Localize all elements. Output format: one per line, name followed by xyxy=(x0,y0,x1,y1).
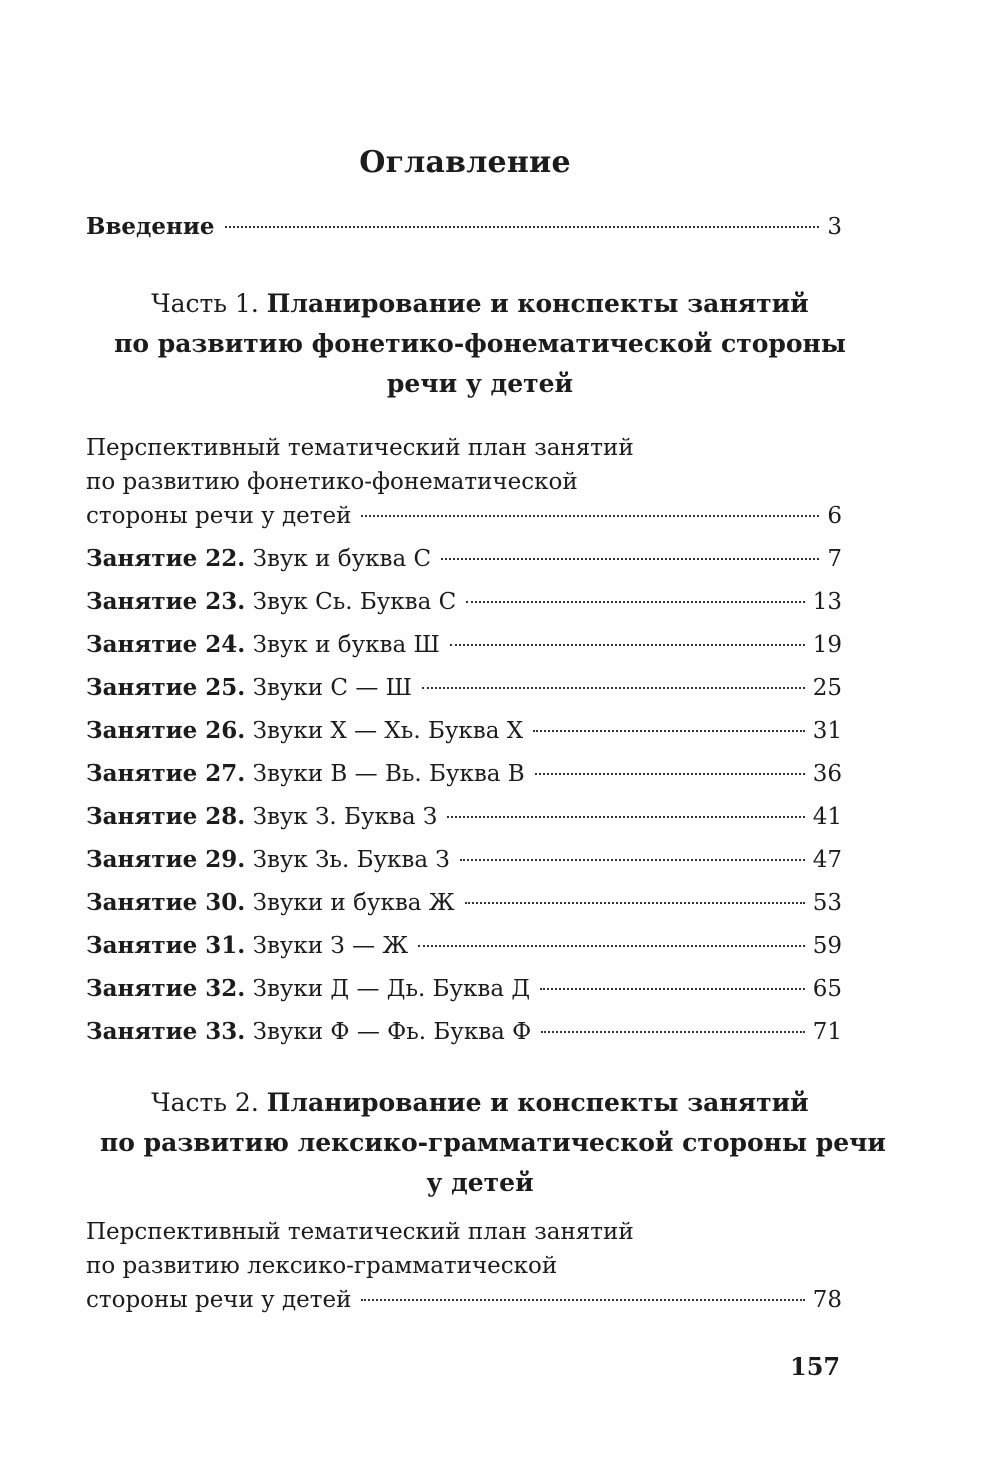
lesson-title: Звук Сь. Буква С xyxy=(252,589,457,615)
dot-leader xyxy=(450,644,805,646)
dot-leader xyxy=(441,558,819,560)
toc-entry-label xyxy=(86,544,431,574)
dot-leader xyxy=(447,816,805,818)
lesson-number: Занятие 30. xyxy=(86,889,246,916)
dot-leader xyxy=(466,601,804,603)
lesson-number: Занятие 24. xyxy=(86,631,246,658)
toc-page-number: 53 xyxy=(812,890,842,916)
lesson-title: Звук и буква Ш xyxy=(252,632,440,658)
toc-entry-lesson[interactable] xyxy=(86,974,842,1004)
toc-entry-label xyxy=(86,802,437,832)
lesson-number: Занятие 28. xyxy=(86,803,246,830)
part2-heading xyxy=(100,1083,886,1203)
toc-entry-lesson[interactable] xyxy=(86,845,842,875)
part1-title-line3: речи у детей xyxy=(386,369,574,398)
toc-page-number: 3 xyxy=(827,214,842,240)
dot-leader xyxy=(361,515,819,517)
lesson-title: Звуки Ф — Фь. Буква Ф xyxy=(252,1019,532,1045)
toc-entry-label: стороны речи у детей xyxy=(86,1287,352,1313)
lesson-number: Занятие 33. xyxy=(86,1018,246,1045)
toc-entry-label xyxy=(86,630,440,660)
toc-entry-lesson[interactable] xyxy=(86,587,842,617)
toc-entry-lesson[interactable] xyxy=(86,716,842,746)
toc-page-number: 65 xyxy=(812,976,842,1002)
part2-title-line2: по развитию лексико-грамматической стороны речи xyxy=(100,1128,886,1157)
toc-entry-label xyxy=(86,716,523,746)
toc-entry-label: стороны речи у детей xyxy=(86,503,352,529)
toc-entry-lesson[interactable] xyxy=(86,802,842,832)
toc-entry-part1-plan[interactable] xyxy=(86,501,842,531)
part1-title-line2: по развитию фонетико-фонематической стороны xyxy=(114,329,846,358)
toc-page-number: 31 xyxy=(812,718,842,744)
part2-prefix: Часть 2. xyxy=(151,1088,259,1117)
dot-leader xyxy=(535,773,805,775)
part2-title-line1: Планирование и конспекты занятий xyxy=(266,1088,809,1117)
toc-entry-lesson[interactable] xyxy=(86,1017,842,1047)
toc-entry-part2-plan[interactable] xyxy=(86,1285,842,1315)
lesson-number: Занятие 26. xyxy=(86,717,246,744)
lesson-number: Занятие 32. xyxy=(86,975,246,1002)
toc-entry-label xyxy=(86,845,450,875)
dot-leader xyxy=(361,1299,804,1301)
toc-page-number: 47 xyxy=(812,847,842,873)
part1-title-line1: Планирование и конспекты занятий xyxy=(266,289,809,318)
lesson-title: Звуки В — Вь. Буква В xyxy=(252,761,525,787)
toc-entry-label xyxy=(86,587,456,617)
dot-leader xyxy=(533,730,805,732)
toc-entry-intro[interactable] xyxy=(86,212,842,242)
part2-heading-line1 xyxy=(100,1083,860,1123)
lesson-title: Звук и буква С xyxy=(252,546,432,572)
toc-entry-label xyxy=(86,888,455,918)
part1-heading xyxy=(100,284,860,404)
lesson-title: Звуки С — Ш xyxy=(252,675,412,701)
lesson-title: Звуки и буква Ж xyxy=(252,890,455,916)
toc-page-number: 71 xyxy=(812,1019,842,1045)
toc-entry-label xyxy=(86,974,530,1004)
part1-prefix: Часть 1. xyxy=(151,289,259,318)
toc-entry-lesson[interactable] xyxy=(86,544,842,574)
toc-page-number: 13 xyxy=(812,589,842,615)
lesson-number: Занятие 31. xyxy=(86,932,246,959)
toc-page-number: 78 xyxy=(812,1287,842,1313)
part2-plan-line2: по развитию лексико-грамматической xyxy=(86,1253,558,1279)
toc-page-number: 19 xyxy=(812,632,842,658)
toc-entry-label xyxy=(86,1017,531,1047)
lesson-title: Звук Зь. Буква З xyxy=(252,847,450,873)
toc-entry-lesson[interactable] xyxy=(86,888,842,918)
dot-leader xyxy=(540,988,805,990)
toc-page-number: 6 xyxy=(827,503,842,529)
toc-entry-label: Введение xyxy=(86,213,215,240)
lesson-number: Занятие 29. xyxy=(86,846,246,873)
toc-page-number: 25 xyxy=(812,675,842,701)
part2-plan-line1: Перспективный тематический план занятий xyxy=(86,1219,634,1245)
lesson-number: Занятие 27. xyxy=(86,760,246,787)
lesson-title: Звуки Х — Хь. Буква Х xyxy=(252,718,524,744)
lesson-number: Занятие 22. xyxy=(86,545,246,572)
page-number: 157 xyxy=(790,1352,841,1381)
toc-page-number: 59 xyxy=(812,933,842,959)
part1-plan-line1: Перспективный тематический план занятий xyxy=(86,435,634,461)
toc-entry-label xyxy=(86,759,525,789)
lesson-title: Звук З. Буква З xyxy=(252,804,438,830)
lesson-number: Занятие 25. xyxy=(86,674,246,701)
part1-plan-line2: по развитию фонетико-фонематической xyxy=(86,469,578,495)
toc-entry-label xyxy=(86,673,412,703)
toc-page-number: 41 xyxy=(812,804,842,830)
toc-entry-lesson[interactable] xyxy=(86,630,842,660)
dot-leader xyxy=(541,1031,804,1033)
lesson-title: Звуки Д — Дь. Буква Д xyxy=(252,976,531,1002)
dot-leader xyxy=(465,902,805,904)
dot-leader xyxy=(418,945,804,947)
part1-heading-line1 xyxy=(100,284,860,324)
lesson-number: Занятие 23. xyxy=(86,588,246,615)
part2-title-line3: у детей xyxy=(426,1168,534,1197)
toc-entry-lesson[interactable] xyxy=(86,759,842,789)
page-title: Оглавление xyxy=(359,145,571,180)
toc-entry-lesson[interactable] xyxy=(86,673,842,703)
toc-entry-label xyxy=(86,931,408,961)
dot-leader xyxy=(225,226,820,228)
dot-leader xyxy=(460,859,805,861)
toc-page-number: 7 xyxy=(827,546,842,572)
lesson-title: Звуки З — Ж xyxy=(252,933,409,959)
toc-entry-lesson[interactable] xyxy=(86,931,842,961)
dot-leader xyxy=(422,687,805,689)
toc-page-number: 36 xyxy=(812,761,842,787)
